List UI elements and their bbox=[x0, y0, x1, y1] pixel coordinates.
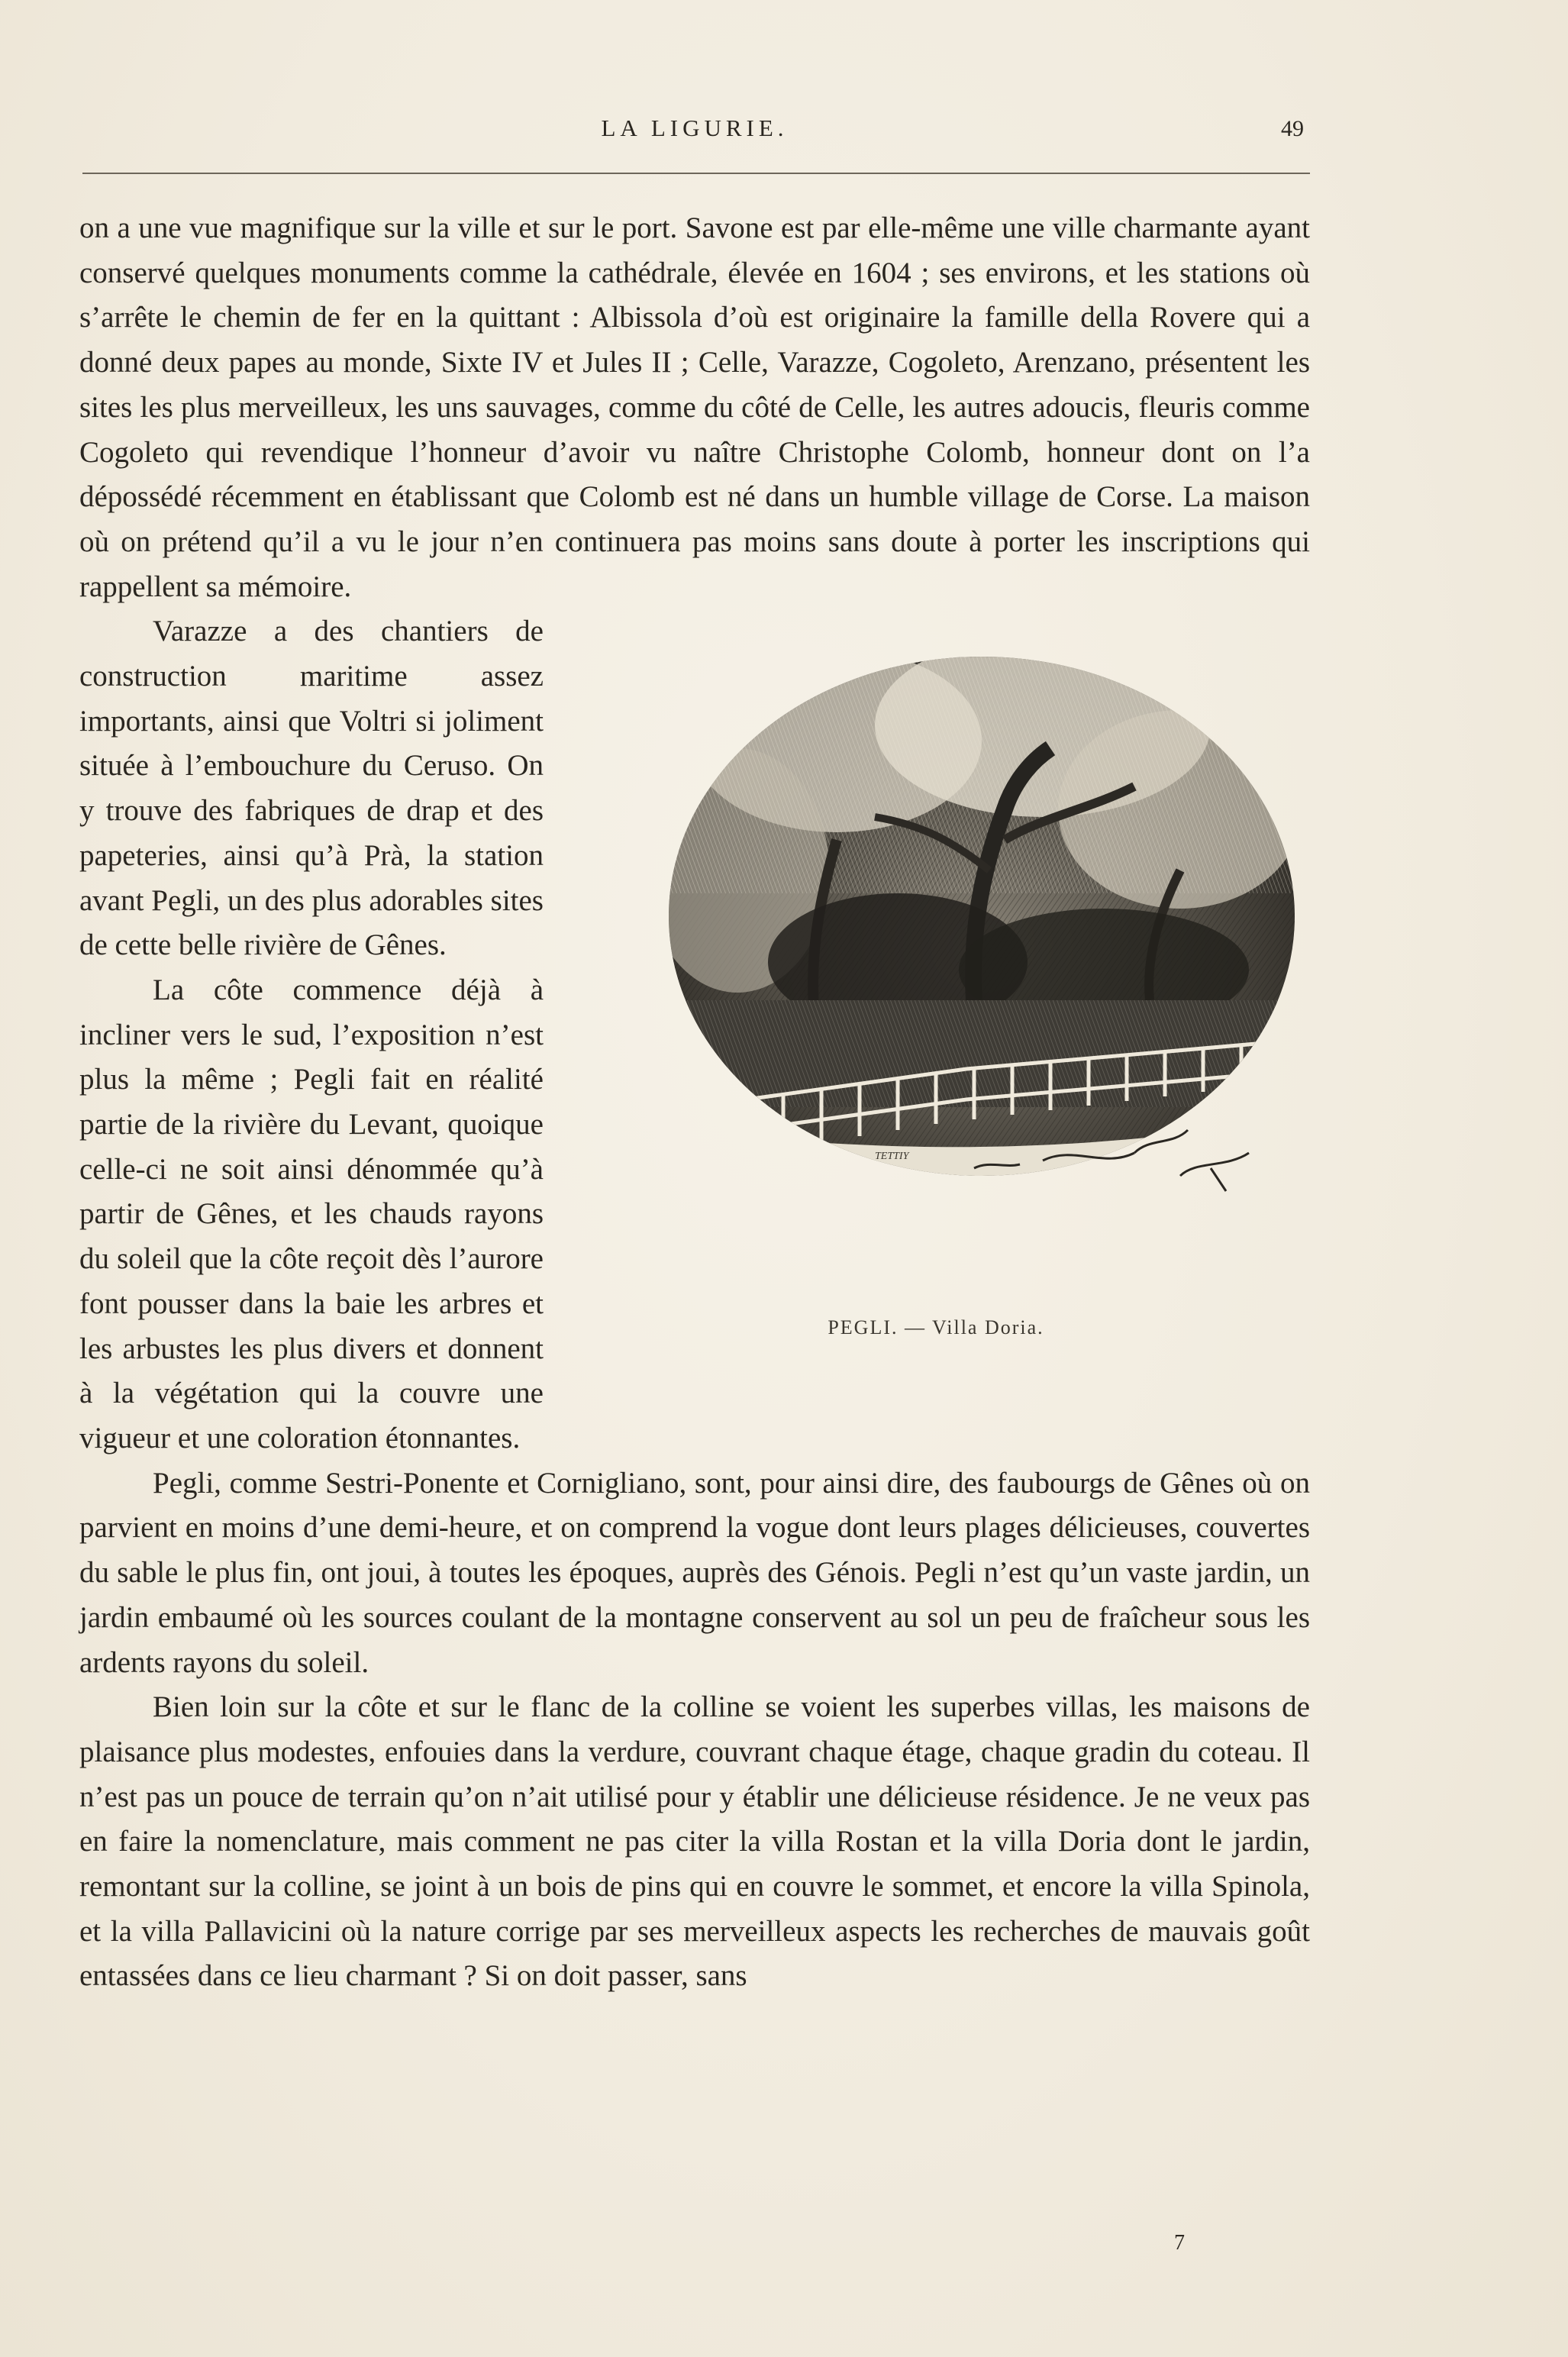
paragraph-2: Varazze a des chantiers de construction maritime assez importants, ainsi que Voltri si joliment située à l’embouchure du Ceruso. On y trouve des fabriques de drap et des papeteries, ainsi qu’à Prà, la station avant Pegli, un des plus adorables sites de cette belle rivière de Gênes. bbox=[79, 615, 544, 962]
paragraph-3: La côte commence déjà à incliner vers le sud, l’exposition n’est plus la même ; Pegli fait en réalité partie de la rivière du Levant, quoique celle-ci ne soit ainsi dénommée qu’à partir de Gênes, et les chauds rayons du soleil que la côte reçoit dès l’aurore font pousser dans la baie les arbres et les arbustes les plus divers et donnent à la végétation qui la couvre une vigueur et une coloration étonnantes. bbox=[79, 973, 544, 1455]
engraver-signature: TETTIY bbox=[875, 1151, 909, 1163]
figure-villa-doria bbox=[562, 609, 1310, 1376]
engraving-illustration bbox=[646, 641, 1318, 1252]
page-number: 49 bbox=[1281, 116, 1304, 141]
engraving-oval bbox=[646, 641, 1318, 1252]
figure-caption: PEGLI. — Villa Doria. bbox=[828, 1316, 1044, 1339]
signature-mark: 7 bbox=[1174, 2231, 1185, 2255]
running-title: LA LIGURIE. bbox=[601, 115, 789, 141]
header-rule bbox=[82, 173, 1310, 174]
body-text bbox=[79, 206, 1310, 1999]
paragraph-5: Bien loin sur la côte et sur le flanc de la colline se voient les superbes villas, les maisons de plaisance plus modestes, enfouies dans la verdure, couvrant chaque étage, chaque gradin du coteau. Il n’est pas un pouce de terrain qu’on n’ait utilisé pour y établir une délicieuse résidence. Je ne veux pas en faire la nomenclature, mais comment ne pas citer la villa Rostan et la villa Doria dont le jardin, remontant sur la colline, se joint à un bois de pins qui en couvre le sommet, et encore la villa Spinola, et la villa Pallavicini où la nature corrige par ses merveilleux aspects les recherches de mauvais goût entassées dans ce lieu charmant ? Si on doit passer, sans bbox=[79, 1690, 1310, 1993]
paragraph-1: on a une vue magnifique sur la ville et sur le port. Savone est par elle-même une ville charmante ayant conservé quelques monuments comme la cathédrale, élevée en 1604 ; ses environs, et les stations où s’arrête le chemin de fer en la quittant : Albissola d’où est originaire la famille della Rovere qui a donné deux papes au monde, Sixte IV et Jules II ; Celle, Varazze, Cogoleto, Arenzano, présentent les sites les plus merveilleux, les uns sauvages, comme du côté de Celle, les autres adoucis, fleuris comme Cogoleto qui revendique l’honneur d’avoir vu naître Christophe Colomb, honneur dont on l’a dépossédé récemment en établissant que Colomb est né dans un humble village de Corse. La maison où on prétend qu’il a vu le jour n’en continuera pas moins sans doute à porter les inscriptions qui rappellent sa mémoire. bbox=[79, 211, 1310, 603]
paragraph-4: Pegli, comme Sestri-Ponente et Cornigliano, sont, pour ainsi dire, des faubourgs de Gênes où on parvient en moins d’une demi-heure, et on comprend la vogue dont leurs plages délicieuses, couvertes du sable le plus fin, ont joui, à toutes les époques, auprès des Génois. Pegli n’est qu’un vaste jardin, un jardin embaumé où les sources coulant de la montagne conservent au sol un peu de fraîcheur sous les ardents rayons du soleil. bbox=[79, 1466, 1310, 1679]
page-header bbox=[76, 115, 1313, 145]
